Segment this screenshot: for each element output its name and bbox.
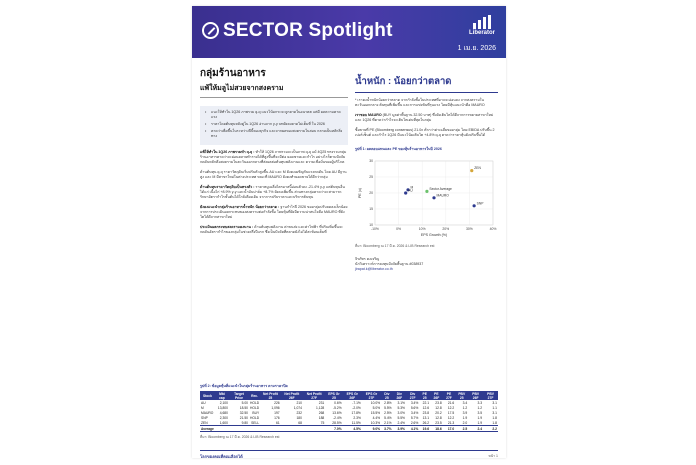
- table-cell: 210: [296, 400, 302, 405]
- table-cell: 2.6%: [410, 420, 419, 425]
- analyst-email[interactable]: jirapat.k@liberator.co.th: [355, 267, 393, 271]
- table-cell: 11.5%: [351, 420, 361, 425]
- column-header: PE 25: [419, 391, 430, 400]
- average-row: [200, 426, 498, 432]
- y-tick-label: 20: [369, 191, 373, 196]
- table-cell: [281, 426, 303, 432]
- table-cell: 3.4%: [410, 400, 419, 405]
- table-cell: 4.4%: [372, 415, 381, 420]
- table-cell: 2.4%: [397, 420, 405, 425]
- table-cell: 5.7%: [410, 415, 419, 420]
- table-cell: Average: [201, 426, 214, 431]
- table-cell: 1.9: [477, 415, 483, 420]
- data-point: [425, 190, 428, 193]
- bullet-item: • ราคาโดยต้นทุนหลังคู่ใน 1Q26 อ่านจาก y-y บทยังคงคาดไม่เต็มที่ ใน 2026: [205, 122, 343, 127]
- banner-title: SECTOR Spotlight: [223, 20, 393, 41]
- data-point-label: SNP: [476, 201, 484, 206]
- table-cell: 10.0%: [370, 400, 381, 405]
- table-cell: AU: [201, 400, 206, 405]
- table-cell: 15.5%: [370, 410, 381, 415]
- table-cell: 1.2: [462, 405, 468, 410]
- table-cell: 12.2: [447, 415, 455, 420]
- x-tick-label: 0%: [396, 227, 402, 231]
- data-point-label: AU: [408, 188, 413, 193]
- weight-divider: [355, 92, 498, 93]
- footer-slogan: โลกของคุณที่คุณเลือกได้: [200, 454, 243, 458]
- column-header: PE 26F: [430, 391, 443, 400]
- table-cell: HOLD: [250, 400, 260, 405]
- paragraph: * เราคงน้ำหนักน้อยกว่าตลาด จากกำลังซื้อในประเทศที่อาจจะอ่อนลง จากสงครามในตะวันออกกลาง ต้นทุนที่เพิ่มขึ้น และการแข่งขันที่รุนแรง โดยมีหุ้นแนะนำคือ MAURO: [355, 98, 485, 107]
- table-cell: 2.5%: [384, 410, 392, 415]
- x-tick-label: 40%: [489, 227, 497, 231]
- table-cell: 22.1: [422, 400, 430, 405]
- table-header-row: [200, 391, 498, 400]
- table-cell: 5.5%: [397, 415, 405, 420]
- column-header: Mkt cap: [215, 391, 229, 400]
- table-cell: 2.4: [468, 426, 483, 432]
- table-cell: 3.7%: [381, 426, 393, 432]
- table-cell: 1.9: [462, 415, 468, 420]
- page-footer: [200, 450, 498, 458]
- analyst-name: จิรภัทร คงเจริญ: [355, 257, 380, 261]
- table-cell: 61: [275, 420, 280, 425]
- table-cell: 4,680: [219, 410, 228, 415]
- table-cell: 17.0: [443, 426, 456, 432]
- table-cell: [260, 426, 280, 432]
- x-tick-label: -10%: [371, 227, 379, 231]
- table-cell: 13,800: [217, 405, 228, 410]
- paragraph: ประเมินผลกระทบสงครามคงนาน : ด้านต้นทุนพลังงาน ค่าขนส่ง และค่าไฟฟ้า ที่ปรับเพิ่มขึ้นจะกดดันอัตรากำไรของกลุ่มในช่วงครึ่งปีแรก ซึ่งเป็นปัจจัยที่ตลาดยังไม่ได้สะท้อนเต็มที่: [200, 225, 343, 234]
- table-cell: 3.4%: [410, 410, 419, 415]
- table-source: ที่มา: Bloomberg ณ 17 มี.ค. 2026 & LIB Research est: [200, 435, 280, 439]
- table-cell: 17.5: [447, 410, 455, 415]
- table-cell: -5.2%: [333, 405, 342, 410]
- brand-name: Liberator: [468, 30, 495, 36]
- table-cell: 13.1: [422, 415, 430, 420]
- table-cell: 21.50: [239, 415, 248, 420]
- table-cell: 4.5%: [343, 426, 362, 432]
- table-cell: 5.3%: [397, 405, 405, 410]
- data-point-label: M: [410, 185, 414, 190]
- sector-subtitle: แพ้ให้มลูไม่สวยจากสงคราม: [200, 85, 284, 92]
- bullet-item: • คาดว่าเพื่อขึ้นในระหว่างปีนี้ของธุรกิจ และจากผลของสงครามในสอบ กลายเป็นหลักสิ่งทาง: [205, 129, 343, 139]
- table-cell: 32.50: [239, 410, 248, 415]
- table-cell: 28.5%: [332, 420, 342, 425]
- column-header: Div 25: [381, 391, 393, 400]
- table-cell: 23.5: [435, 420, 442, 425]
- column-header: EPS Gr 27F: [362, 391, 381, 400]
- table-cell: 2.3%: [353, 415, 361, 420]
- y-tick-label: 30: [369, 159, 373, 164]
- table-cell: 3.1: [492, 400, 497, 405]
- table-cell: 5.5%: [384, 405, 392, 410]
- table-cell: 68: [298, 420, 302, 425]
- header-banner: [192, 6, 506, 58]
- table-cell: 1,096: [271, 405, 280, 410]
- column-header: Target Price: [229, 391, 249, 400]
- table-cell: 23.8: [422, 410, 430, 415]
- column-header: PBV 26F: [468, 391, 483, 400]
- table-cell: 2,100: [219, 400, 228, 405]
- table-cell: ZEN: [201, 420, 208, 425]
- table-body: [200, 400, 498, 432]
- table-cell: 3.9%: [393, 426, 406, 432]
- column-header: Rec.: [249, 391, 260, 400]
- sector-title: กลุ่มร้านอาหาร: [200, 68, 266, 79]
- table-cell: 2.8%: [384, 400, 392, 405]
- weight-title: น้ำหนัก : น้อยกว่าตลาด: [355, 76, 452, 87]
- column-header: Stock: [200, 391, 215, 400]
- table-cell: 2.5: [455, 426, 468, 432]
- table-cell: 180: [296, 415, 302, 420]
- table-cell: BUY: [252, 410, 260, 415]
- paragraph: ยังคงแนะนำกลุ่มร้านอาหารน้ำหนัก น้อยกว่าตลาด : ฐานกำไรปี 2026 ของกลุ่มปรับลดลงเล็กน้อยจากการประเมินผลกระทบของสงครามต่อกำลังซื้อ โดยหุ้นที่ยังมีความน่าสนใจคือ MAURO ที่ยังโตได้ดีจากสาขาใหม่: [200, 205, 348, 219]
- table-cell: 3.1: [492, 410, 497, 415]
- table-cell: 197: [274, 410, 280, 415]
- page-number: หน้า 1: [488, 454, 498, 458]
- column-header: PBV 25: [455, 391, 468, 400]
- table-cell: 26.2: [422, 420, 430, 425]
- table-cell: 21.6: [447, 400, 455, 405]
- table-cell: 2.1%: [384, 420, 392, 425]
- report-page: [192, 6, 506, 458]
- left-column: [200, 66, 348, 235]
- table-cell: [229, 426, 249, 432]
- table-cell: 5.6%: [410, 405, 419, 410]
- column-header: EPS Gr 25: [325, 391, 342, 400]
- table-cell: 2.0: [462, 420, 468, 425]
- table-cell: 4.1%: [406, 426, 419, 432]
- table-caption: รูปที่ 2: ข้อมูลหุ้นที่แนะนำในกลุ่มร้านอาหาร ตามราคาปิด: [200, 384, 288, 388]
- data-point-label: MAURO: [436, 193, 449, 198]
- x-axis-label: EPS Growth (%): [420, 233, 448, 237]
- title-divider: [200, 97, 348, 98]
- table-cell: 75: [320, 420, 325, 425]
- table-cell: 1.9: [477, 420, 483, 425]
- bullet-item: • แนะให้ทำใน 1Q26 ภาพรวม q-q แนวโน้มกระจะถูกคาดในอนาคต แต่มี ผลความคาดแรง: [205, 110, 343, 120]
- y-tick-label: 10: [369, 223, 373, 228]
- table-cell: 3.9: [462, 410, 468, 415]
- x-tick-label: 30%: [466, 227, 473, 231]
- table-cell: [215, 426, 229, 432]
- table-cell: 2,300: [219, 415, 228, 420]
- table-cell: 12.8: [435, 415, 442, 420]
- data-point-label: Sector Average: [429, 186, 452, 191]
- table-cell: 1,128: [316, 405, 325, 410]
- table-cell: 13.6%: [332, 410, 342, 415]
- table-cell: 12.2: [447, 405, 455, 410]
- table-cell: 176: [274, 415, 280, 420]
- column-header: PE 27F: [443, 391, 456, 400]
- table-cell: 1,600: [219, 420, 228, 425]
- valuation-table: [200, 391, 498, 432]
- table-cell: 18.6: [430, 426, 443, 432]
- table-cell: MAURO: [201, 410, 214, 415]
- data-point: [473, 204, 476, 207]
- table-cell: -7.1%: [352, 400, 361, 405]
- table-cell: -2.0%: [352, 405, 361, 410]
- column-header: Div 27F: [406, 391, 419, 400]
- table-cell: HOLD: [250, 405, 260, 410]
- scatter-chart-svg: [355, 155, 498, 241]
- paragraph: ซื้อขายที่ PE (Bloomberg consensus) 21.0x ต่ำกว่าค่าเฉลี่ยของกลุ่ม โดย EBIDA ปรับขึ้น 2 เปอร์เซ็นต์ และกำไร 1Q26 มีแนวโน้มเติบโต +4.8% q-q คาดว่าราคาหุ้นยังปรับขึ้นได้: [355, 128, 495, 137]
- table-cell: 3.3: [477, 400, 483, 405]
- table-cell: 12.8: [435, 405, 442, 410]
- table-cell: 9.80: [241, 420, 248, 425]
- valuation-table-section: [200, 383, 498, 440]
- table-cell: 1.1: [492, 405, 497, 410]
- table-cell: 9.0%: [362, 426, 381, 432]
- column-header: Net Profit 27F: [303, 391, 325, 400]
- x-tick-label: 20%: [442, 227, 450, 231]
- table-cell: 226: [274, 400, 280, 405]
- table-cell: 18.50: [239, 405, 248, 410]
- x-tick-label: 10%: [418, 227, 426, 231]
- table-cell: 3.1%: [397, 400, 405, 405]
- chart-source: ที่มา: Bloomberg ณ 17 มี.ค. 2026 & LIB Research est: [355, 244, 435, 248]
- table-cell: 20.2: [435, 410, 442, 415]
- y-axis-label: PE (x): [358, 188, 362, 198]
- figure-caption: รูปที่ 1: ผลตอบแทนและ PE ของหุ้นร้านอาหารในปี 2026: [355, 147, 442, 151]
- table-cell: 5.00: [241, 400, 248, 405]
- column-header: PBV 27F: [483, 391, 498, 400]
- table-cell: 232: [296, 410, 302, 415]
- report-date: 1 เม.ย. 2026: [457, 45, 496, 52]
- data-point: [432, 196, 435, 199]
- scatter-chart: [355, 155, 498, 241]
- table-cell: 1,074: [293, 405, 302, 410]
- y-tick-label: 25: [369, 175, 373, 180]
- table-cell: 188: [318, 415, 325, 420]
- analyst-role: นักวิเคราะห์การลงทุนปัจจัยพื้นฐาน #038937: [355, 262, 424, 266]
- brand-logo: [465, 15, 499, 36]
- table-cell: 2.2: [483, 426, 498, 432]
- paragraph: ด้านต้นทุนราคาวัตถุดิบเป็นทรงตัว : ราคาหมูเฉลี่ยไตรมาสนี้อ่อนตัวลง -21.4% y-y แต่ต้นทุนอื่น ได้แก่ เนื้อไก่ +8.9% y-y และน้ำมันปาล์ม +8.7% ยังคงเพิ่มขึ้น ส่วนทางกลุ่มคาดว่าจะสามารถรักษาอัตรากำไรขั้นต้นได้ใกล้เคียงเดิม จากการปรับราคาและบริหารต้นทุน: [200, 185, 345, 199]
- paragraph: แพ้ให้ทำใน 1Q26 ภาพรวมทำ q-q : ทำให้ 1Q26 ภาพรวมจะเป็นภาพ q-q แม้ 4Q25 ทรงรวมกลุ่มร้านอาหารคาดว่าจะผ่อนคลายทำรายได้ที่สูงขึ้นที่จะมีต่อ ยอดขายและกำไร อย่างไรก็ตามปัจจัยกดดันหลักคือสงครามในตะวันออกกลางที่ส่งผลต่อต้นทุนพลังงานและ ความเชื่อมั่นของผู้บริโภค: [200, 150, 347, 164]
- paragraph: ด้านต้นทุน q-q ราคาวัตถุดิบเริ่มปรับตัวสูงขึ้น AU และ M ยังคงเผชิญกับแรงกดดัน โดย AU มีฐานสูง และ M มีสาขาใหม่ในต่างประเทศ ขณะที่ MAURO ยังคงทำยอดขายได้ดีกว่ากลุ่ม: [200, 170, 347, 179]
- table-cell: -2.4%: [333, 415, 342, 420]
- column-header: Net Profit 26F: [281, 391, 303, 400]
- y-tick-label: 15: [369, 207, 373, 212]
- table-cell: M: [201, 405, 204, 410]
- data-point-label: ZEN: [474, 166, 481, 171]
- table-cell: 1.8: [492, 420, 497, 425]
- data-point: [404, 191, 407, 194]
- table-cell: 3.0%: [397, 410, 405, 415]
- table-cell: [303, 426, 325, 432]
- table-cell: 23.8: [435, 400, 442, 405]
- table-cell: [249, 426, 260, 432]
- brand-bars-icon: [465, 15, 499, 29]
- table-cell: 5.0%: [372, 405, 381, 410]
- table-cell: 0.6%: [334, 400, 342, 405]
- highlight-box: [200, 106, 348, 145]
- table-cell: 1.2: [477, 405, 483, 410]
- table-cell: SELL: [251, 420, 260, 425]
- paragraph: เราชอบ MAURO (BUY มูลค่าพื้นฐาน 32.50 บาท) ซึ่งยังเติบโตได้ดีจากการขยายสาขาใหม่ และ 1Q26 ที่คาดว่ากำไรจะเติบโตเด่นที่สุดในกลุ่ม: [355, 113, 494, 122]
- data-point: [470, 169, 473, 172]
- analyst-block: [355, 257, 498, 272]
- table-cell: 19.6: [419, 426, 430, 432]
- table-cell: 3.4: [462, 400, 468, 405]
- table-cell: 3.5: [477, 410, 483, 415]
- table-cell: 21.3: [447, 420, 455, 425]
- table-cell: 231: [318, 400, 325, 405]
- right-column: [355, 74, 498, 272]
- table-cell: SNP: [201, 415, 208, 420]
- table-cell: 5.4%: [384, 415, 392, 420]
- table-cell: 10.3%: [370, 420, 381, 425]
- table-cell: 268: [318, 410, 325, 415]
- table-cell: 12.6: [422, 405, 430, 410]
- sector-logo-icon: [202, 22, 219, 39]
- column-header: Net Profit 25: [260, 391, 280, 400]
- column-header: EPS Gr 26F: [343, 391, 362, 400]
- column-header: Div 26F: [393, 391, 406, 400]
- table-cell: 1.8: [492, 415, 497, 420]
- table-cell: HOLD: [250, 415, 260, 420]
- table-cell: 7.0%: [325, 426, 342, 432]
- table-cell: 17.8%: [351, 410, 361, 415]
